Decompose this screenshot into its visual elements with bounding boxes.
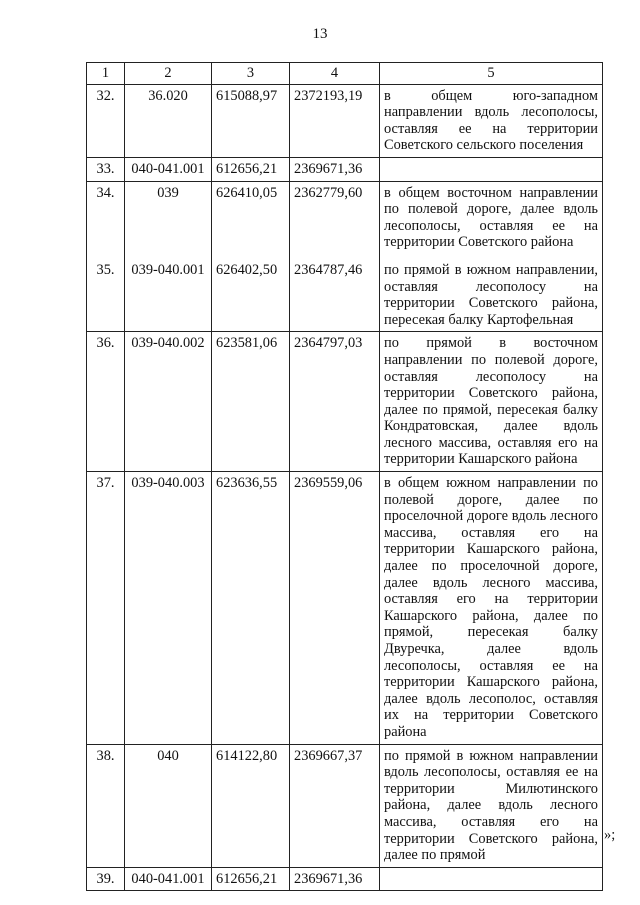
table-row [87, 867, 603, 891]
closing-quote-mark: »; [604, 827, 616, 843]
table-row [87, 84, 603, 157]
header-col-5: 5 [380, 63, 603, 85]
boundary-description [380, 867, 603, 891]
table-row [87, 181, 603, 254]
header-col-2: 2 [125, 63, 212, 85]
coordinate-y: 2364787,46 [290, 254, 380, 332]
table-row [87, 744, 603, 867]
coordinate-y: 2369559,06 [290, 472, 380, 745]
boundary-description: по прямой в южном направлении вдоль лесополосы, оставляя ее на территории Милютинского района, далее вдоль лесного массива, оставляя его на территории Советского района, далее по прямой [380, 744, 603, 867]
coordinate-x: 623636,55 [212, 472, 290, 745]
header-col-4: 4 [290, 63, 380, 85]
boundary-description: в общем юго-западном направлении вдоль лесополосы, оставляя ее на территории Советского сельского поселения [380, 84, 603, 157]
coordinate-x: 626410,05 [212, 181, 290, 254]
point-code: 040 [125, 744, 212, 867]
header-col-3: 3 [212, 63, 290, 85]
coordinate-x: 623581,06 [212, 332, 290, 472]
header-col-1: 1 [87, 63, 125, 85]
row-number: 36. [87, 332, 125, 472]
table-row [87, 472, 603, 745]
row-number: 34. [87, 181, 125, 254]
coordinate-y: 2372193,19 [290, 84, 380, 157]
boundary-description: в общем восточном направлении по полевой дороге, далее вдоль лесополосы, оставляя ее на территории Советского района [380, 181, 603, 254]
row-number: 38. [87, 744, 125, 867]
coordinate-y: 2364797,03 [290, 332, 380, 472]
boundary-points-table [86, 62, 603, 891]
point-code: 039-040.002 [125, 332, 212, 472]
coordinate-y: 2362779,60 [290, 181, 380, 254]
row-number: 33. [87, 157, 125, 181]
table-header-row [87, 63, 603, 85]
point-code: 36.020 [125, 84, 212, 157]
point-code: 039-040.001 [125, 254, 212, 332]
coordinate-x: 626402,50 [212, 254, 290, 332]
table-row [87, 254, 603, 332]
coordinate-y: 2369671,36 [290, 867, 380, 891]
row-number: 32. [87, 84, 125, 157]
point-code: 039 [125, 181, 212, 254]
boundary-description: по прямой в восточном направлении по полевой дороге, оставляя лесополосу на территории Советского района, далее по прямой, пересекая балку Кондратовская, далее вдоль лесного массива, оставляя его на территории Кашарского района [380, 332, 603, 472]
coordinate-y: 2369667,37 [290, 744, 380, 867]
row-number: 35. [87, 254, 125, 332]
coordinate-x: 615088,97 [212, 84, 290, 157]
table-row [87, 157, 603, 181]
coordinate-x: 612656,21 [212, 157, 290, 181]
coordinate-y: 2369671,36 [290, 157, 380, 181]
table-row [87, 332, 603, 472]
point-code: 040-041.001 [125, 867, 212, 891]
page-number: 13 [312, 26, 328, 42]
coordinate-x: 612656,21 [212, 867, 290, 891]
boundary-description: по прямой в южном направлении, оставляя лесополосу на территории Советского района, пересекая балку Картофельная [380, 254, 603, 332]
row-number: 37. [87, 472, 125, 745]
row-number: 39. [87, 867, 125, 891]
boundary-description: в общем южном направлении по полевой дороге, далее по проселочной дороге вдоль лесного массива, оставляя его на территории Кашарского района, далее по проселочной дороге, далее вдоль лесного массива, оставляя его на территории Кашарского района, далее по прямой, пересекая балку Двуречка, далее вдоль лесополосы, оставляя ее на территории Кашарского района, далее вдоль лесополос, оставляя их на территории Советского района [380, 472, 603, 745]
coordinate-x: 614122,80 [212, 744, 290, 867]
point-code: 039-040.003 [125, 472, 212, 745]
point-code: 040-041.001 [125, 157, 212, 181]
boundary-description [380, 157, 603, 181]
